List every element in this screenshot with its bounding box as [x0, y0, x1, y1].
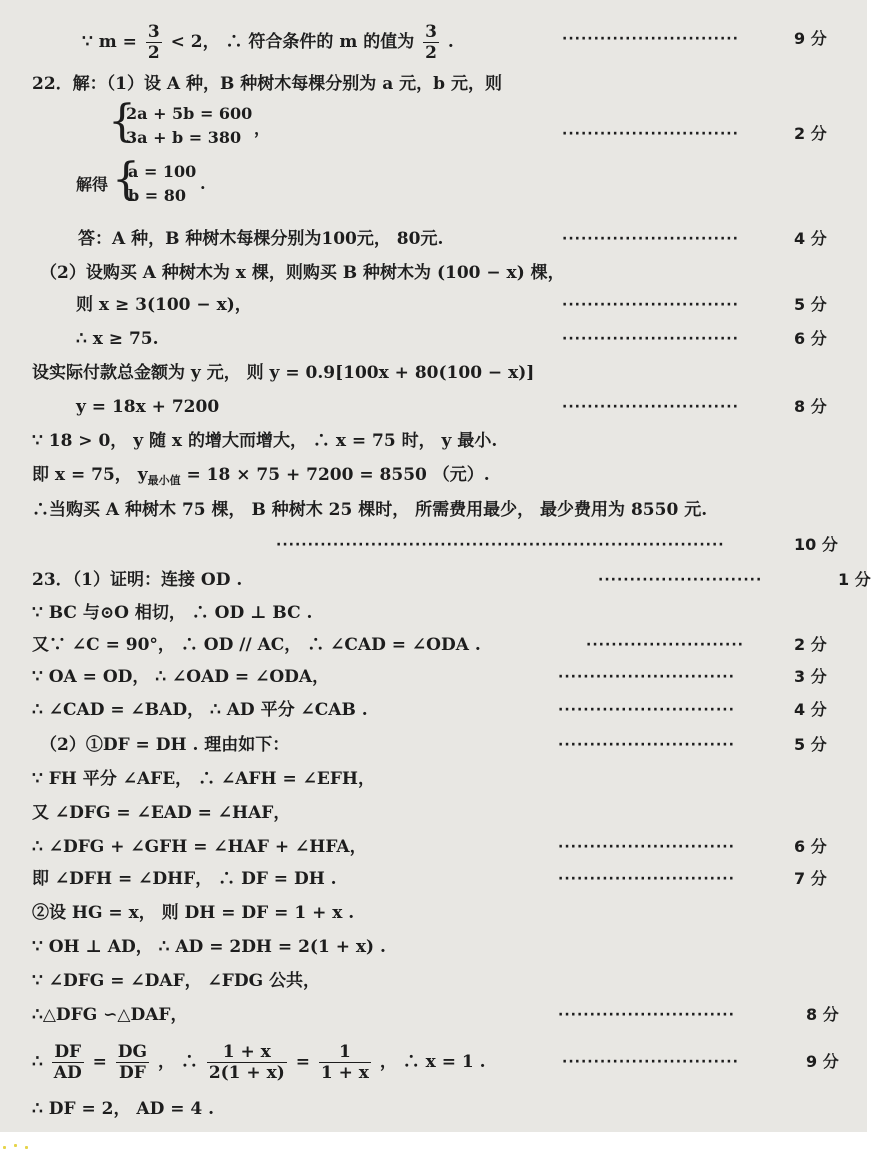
brace: {	[112, 154, 140, 205]
score-leader: ····························	[562, 31, 739, 47]
line-angles: ∵ ∠DFG = ∠DAF， ∠FDG 公共，	[32, 971, 321, 991]
fraction-3-2-value: $\frac{3}{2}$	[425, 22, 437, 63]
line-similar: ∴△DFG ∽△DAF， ···························· 8 分	[32, 1005, 839, 1025]
line-part-2: （2）设购买 A 种树木为 x 棵，则购买 B 种树木为 (100 − x) 棵，	[40, 263, 565, 283]
score-mark: 9 分	[794, 29, 827, 48]
line-conclusion: ∴当购买 A 种树木 75 棵， B 种树木 25 棵时， 所需费用最少， 最少费用为 8550 元.	[32, 500, 708, 520]
line-part-2b: （2）①DF = DH . 理由如下： ···························· 5 分	[40, 735, 827, 755]
line-ratio: ∴ $\frac{DF}{AD}$ = $\frac{DG}{DF}$ ， ∴ $\frac{1 + x}{2(1 + x)}$ = $\frac{1}{1 + x}$ ， ∴ x = 1 . ···························· 9 分	[32, 1042, 839, 1083]
line-inequality-1: 则 x ≥ 3(100 − x)， ···························· 5 分	[76, 295, 827, 315]
line-bisect: ∴ ∠CAD = ∠BAD， ∴ AD 平分 ∠CAB . ···························· 4 分	[32, 700, 827, 720]
line-answer-1: 答：A 种，B 种树木每棵分别为100元， 80元. ···························· 4 分	[78, 229, 827, 249]
line-parallel: 又∵ ∠C = 90°， ∴ OD // AC， ∴ ∠CAD = ∠ODA . ························· 2 分	[32, 635, 827, 655]
line-y-equation: y = 18x + 7200 ···························· 8 分	[76, 397, 827, 417]
line-system-score: ···························· 2 分	[562, 124, 827, 143]
fraction-3-2: $\frac{3}{2}$	[147, 22, 160, 63]
line-tangent: ∵ BC 与⊙O 相切， ∴ OD ⊥ BC .	[32, 603, 313, 623]
line-final: ∴ DF = 2， AD = 4 .	[32, 1099, 215, 1119]
line-dfg: 又 ∠DFG = ∠EAD = ∠HAF，	[32, 803, 291, 823]
line-hg: ②设 HG = x， 则 DH = DF = 1 + x .	[32, 903, 355, 923]
scan-specks	[0, 1140, 40, 1152]
line-dfh: 即 ∠DFH = ∠DHF， ∴ DF = DH . ···························· 7 分	[32, 869, 827, 889]
line-fh: ∵ FH 平分 ∠AFE， ∴ ∠AFH = ∠EFH，	[32, 769, 375, 789]
line-sum: ∴ ∠DFG + ∠GFH = ∠HAF + ∠HFA， ···························· 6 分	[32, 837, 827, 857]
fraction-1-1x: $\frac{1}{1 + x}$	[320, 1042, 369, 1083]
m-condition: < 2， ∴ 符合条件的 m 的值为	[170, 32, 415, 52]
line-score-10: ······································································· 10 分	[276, 535, 838, 554]
line-inequality-2: ∴ x ≥ 75. ···························· 6 分	[76, 329, 827, 349]
fraction-df-ad: $\frac{DF}{AD}$	[53, 1042, 82, 1083]
fraction-dg-df: $\frac{DG}{DF}$	[117, 1042, 148, 1083]
line-m-value: ∵ m = $\frac{3}{2}$ < 2， ∴ 符合条件的 m 的值为 $\frac{3}{2}$ . ···························· 9 分	[82, 22, 827, 63]
fraction-1x-21x: $\frac{1 + x}{2(1 + x)}$	[208, 1042, 285, 1083]
m-statement: ∵ m =	[82, 32, 143, 52]
line-oa-od: ∵ OA = OD， ∴ ∠OAD = ∠ODA， ···························· 3 分	[32, 667, 827, 687]
line-increasing: ∵ 18 > 0， y 随 x 的增大而增大， ∴ x = 75 时， y 最小.	[32, 431, 498, 451]
line-set-y: 设实际付款总金额为 y 元， 则 y = 0.9[100x + 80(100 − x)]	[32, 363, 535, 383]
line-oh: ∵ OH ⊥ AD， ∴ AD = 2DH = 2(1 + x) .	[32, 937, 386, 957]
line-y-min: 即 x = 75， $y_{最小值} = 18 \times 75 + 7200 = 8550$ （元）.	[32, 465, 490, 487]
answer-sheet: ∵ m = $\frac{3}{2}$ < 2， ∴ 符合条件的 m 的值为 $\frac{3}{2}$ . ···························· 9 分 22．解：（1）设 A 种，B 种树木每棵分别为 a 元，b 元，则 { 2a + 5b = 600 3a + b = 380 ， ···························· 2 分 解得 { a = 100 b = 80 . 答：A 种，B 种树木每棵分别为100元， 80元. ···························· 4 分 （2）设购买 A 种树木为 x 棵，则购买 B 种树木为 (100 − x) 棵， 则 x ≥ 3(100 − x)， ···························· 5 分 ∴ x ≥ 75. ···························· 6 分 设实际付款总金额为 y 元， 则 y = 0.9[100x + 80(100 − x)] y = 18x + 7200 ···························· 8 分 ∵ 18 > 0， y 随 x 的增大而增大， ∴ x = 75 时， y 最小. 即 x = 75， $y_{最小值} = 18 \times 75 + 7200 = 8550$ （元）. ∴当购买 A 种树木 75 棵， B 种树木 25 棵时， 所需费用最少， 最少费用为 8550 元. ······································································· 10 分 23．（1）证明：连接 OD . ·························· 1 分 ∵ BC 与⊙O 相切， ∴ OD ⊥ BC . 又∵ ∠C = 90°， ∴ OD // AC， ∴ ∠CAD = ∠ODA . ························· 2 分 ∵ OA = OD， ∴ ∠OAD = ∠ODA， ···························· 3 分 ∴ ∠CAD = ∠BAD， ∴ AD 平分 ∠CAB . ···························· 4 分 （2）①DF = DH . 理由如下： ···························· 5 分 ∵ FH 平分 ∠AFE， ∴ ∠AFH = ∠EFH， 又 ∠DFG = ∠EAD = ∠HAF， ∴ ∠DFG + ∠GFH = ∠HAF + ∠HFA， ···························· 6 分 即 ∠DFH = ∠DHF， ∴ DF = DH . ···························· 7 分 ②设 HG = x， 则 DH = DF = 1 + x . ∵ OH ⊥ AD， ∴ AD = 2DH = 2(1 + x) . ∵ ∠DFG = ∠DAF， ∠FDG 公共， ∴△DFG ∽△DAF， ···························· 8 分 ∴ $\frac{DF}{AD}$ = $\frac{DG}{DF}$ ， ∴ $\frac{1 + x}{2(1 + x)}$ = $\frac{1}{1 + x}$ ， ∴ x = 1 . ···························· 9 分 ∴ DF = 2， AD = 4 .	[0, 0, 867, 1132]
q22-header: 22．解：（1）设 A 种，B 种树木每棵分别为 a 元，b 元，则	[32, 74, 502, 94]
q23-header: 23．（1）证明：连接 OD . ·························· 1 分	[32, 570, 871, 590]
brace: {	[108, 96, 136, 147]
